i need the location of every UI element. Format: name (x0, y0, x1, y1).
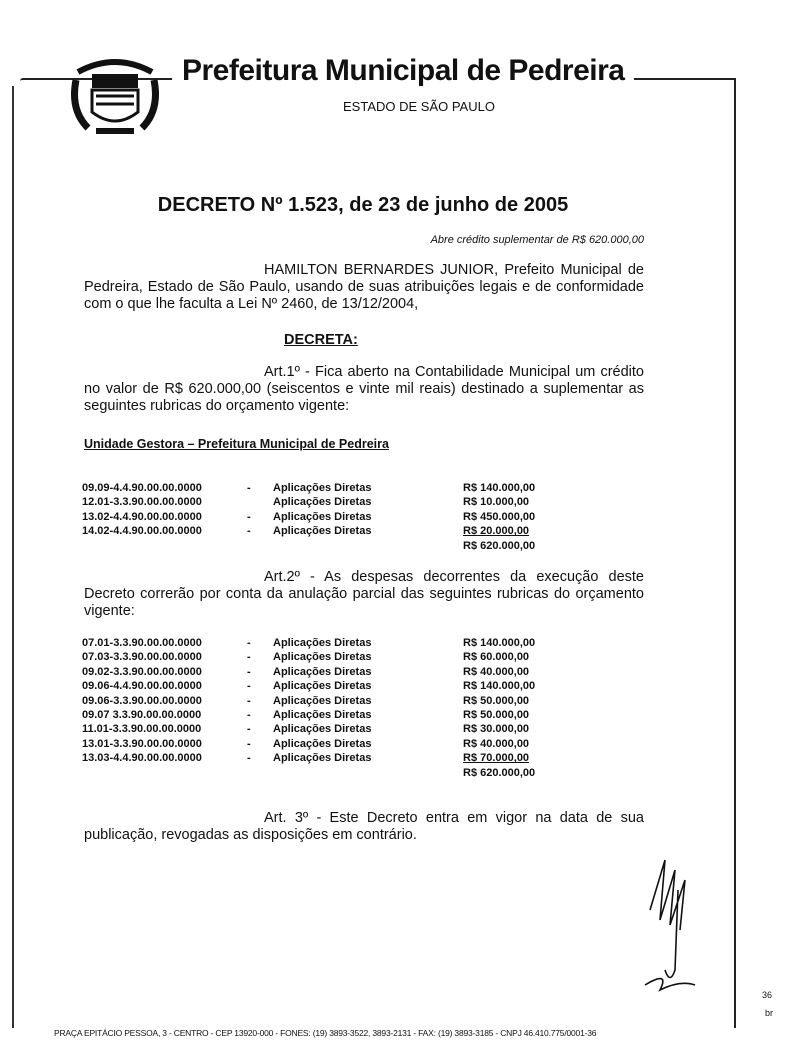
supplement-table (82, 481, 553, 553)
table-row (82, 665, 553, 679)
cell-code: 13.02-4.4.90.00.00.0000 (82, 510, 202, 523)
cell-code: 09.02-3.3.90.00.00.0000 (82, 665, 202, 678)
cell-code: 13.03-4.4.90.00.00.0000 (82, 752, 202, 765)
cell-value: R$ 40.000,00 (463, 665, 530, 678)
cell-value: R$ 60.000,00 (463, 651, 530, 664)
table-row (82, 495, 553, 509)
cell-value: R$ 40.000,00 (463, 737, 530, 750)
table-row (82, 524, 553, 538)
header-state: ESTADO DE SÃO PAULO (343, 99, 495, 114)
cell-desc: Aplicações Diretas (273, 482, 372, 494)
cell-dash: - (247, 637, 251, 649)
page-number: 36 (762, 990, 773, 1000)
cell-desc: Aplicações Diretas (273, 525, 372, 538)
table-row (82, 694, 553, 708)
cell-dash: - (247, 482, 251, 494)
decree-title: DECRETO Nº 1.523, de 23 de junho de 2005 (157, 194, 569, 216)
cell-code: 13.01-3.3.90.00.00.0000 (82, 737, 202, 750)
cell-value: R$ 20.000,00 (463, 525, 530, 538)
cell-value: R$ 50.000,00 (463, 709, 530, 722)
cell-desc: Aplicações Diretas (273, 637, 372, 649)
table-row (82, 650, 553, 664)
article-1: Art.1º - Fica aberto na Contabilidade Municipal um crédito no valor de R$ 620.000,00 (seiscentos e vinte mil reais) destinado a suplementar as seguintes rubricas do orçamento vigente: (84, 364, 644, 414)
cell-dash: - (247, 680, 251, 693)
unidade-gestora: Unidade Gestora – Prefeitura Municipal de Pedreira (84, 437, 389, 451)
cell-value: R$ 50.000,00 (463, 694, 530, 707)
table-row (82, 751, 553, 765)
total-value: R$ 620.000,00 (463, 539, 536, 552)
cell-desc: Aplicações Diretas (273, 510, 372, 523)
cell-desc: Aplicações Diretas (273, 651, 372, 664)
header-title: Prefeitura Municipal de Pedreira (172, 54, 634, 88)
total-row (82, 539, 553, 553)
cell-desc: Aplicações Diretas (273, 680, 372, 693)
cell-value: R$ 140.000,00 (463, 637, 536, 649)
signature (640, 850, 700, 1000)
cell-code: 11.01-3.3.90.00.00.0000 (82, 723, 202, 736)
table-row (82, 510, 553, 524)
cell-dash: - (247, 651, 251, 664)
annulment-table (82, 636, 553, 780)
cell-desc: Aplicações Diretas (273, 665, 372, 678)
cell-value: R$ 70.000,00 (463, 752, 530, 765)
decree-ementa: Abre crédito suplementar de R$ 620.000,00 (430, 234, 644, 246)
frame-line (734, 78, 736, 1028)
cell-value: R$ 10.000,00 (463, 496, 530, 509)
cell-code: 12.01-3.3.90.00.00.0000 (82, 496, 202, 509)
total-value: R$ 620.000,00 (463, 766, 536, 779)
cell-dash: - (247, 694, 251, 707)
cell-dash: - (247, 665, 251, 678)
page-initials: br (765, 1008, 774, 1018)
table-row (82, 737, 553, 751)
coat-of-arms-logo (70, 50, 160, 140)
cell-dash: - (247, 737, 251, 750)
cell-desc: Aplicações Diretas (273, 496, 372, 509)
cell-code: 09.06-4.4.90.00.00.0000 (82, 680, 202, 693)
cell-dash: - (247, 723, 251, 736)
cell-desc: Aplicações Diretas (273, 709, 372, 722)
cell-code: 09.06-3.3.90.00.00.0000 (82, 694, 202, 707)
table-row (82, 481, 553, 495)
cell-value: R$ 140.000,00 (463, 680, 536, 693)
cell-code: 07.01-3.3.90.00.00.0000 (82, 637, 202, 649)
table-row (82, 636, 553, 650)
cell-dash: - (247, 709, 251, 722)
cell-dash: - (247, 510, 251, 523)
cell-desc: Aplicações Diretas (273, 737, 372, 750)
cell-desc: Aplicações Diretas (273, 723, 372, 736)
cell-code: 07.03-3.3.90.00.00.0000 (82, 651, 202, 664)
table-row (82, 722, 553, 736)
preamble: HAMILTON BERNARDES JUNIOR, Prefeito Municipal de Pedreira, Estado de São Paulo, usando de suas atribuições legais e de conformidade com o que lhe faculta a Lei Nº 2460, de 13/12/2004, (84, 262, 644, 312)
cell-dash (247, 495, 273, 509)
cell-dash: - (247, 525, 251, 538)
cell-code: 14.02-4.4.90.00.00.0000 (82, 525, 202, 538)
table-row (82, 679, 553, 693)
decreta-heading: DECRETA: (284, 332, 358, 348)
cell-desc: Aplicações Diretas (273, 752, 372, 765)
cell-dash: - (247, 752, 251, 765)
article-2: Art.2º - As despesas decorrentes da execução deste Decreto correrão por conta da anulação parcial das seguintes rubricas do orçamento vigente: (84, 569, 644, 619)
total-row (82, 766, 553, 780)
cell-desc: Aplicações Diretas (273, 694, 372, 707)
table-row (82, 708, 553, 722)
cell-code: 09.09-4.4.90.00.00.0000 (82, 482, 202, 494)
cell-value: R$ 140.000,00 (463, 482, 536, 494)
cell-value: R$ 30.000,00 (463, 723, 530, 736)
footer-address: PRAÇA EPITÁCIO PESSOA, 3 - CENTRO - CEP 13920-000 - FONES: (19) 3893-3522, 3893-2131 - FAX: (19) 3893-3185 - CNPJ 46.410.775/0001-36 (54, 1028, 600, 1038)
frame-line (12, 86, 14, 1028)
cell-code: 09.07 3.3.90.00.00.0000 (82, 709, 202, 722)
cell-value: R$ 450.000,00 (463, 510, 536, 523)
article-3: Art. 3º - Este Decreto entra em vigor na data de sua publicação, revogadas as disposições em contrário. (84, 810, 644, 843)
